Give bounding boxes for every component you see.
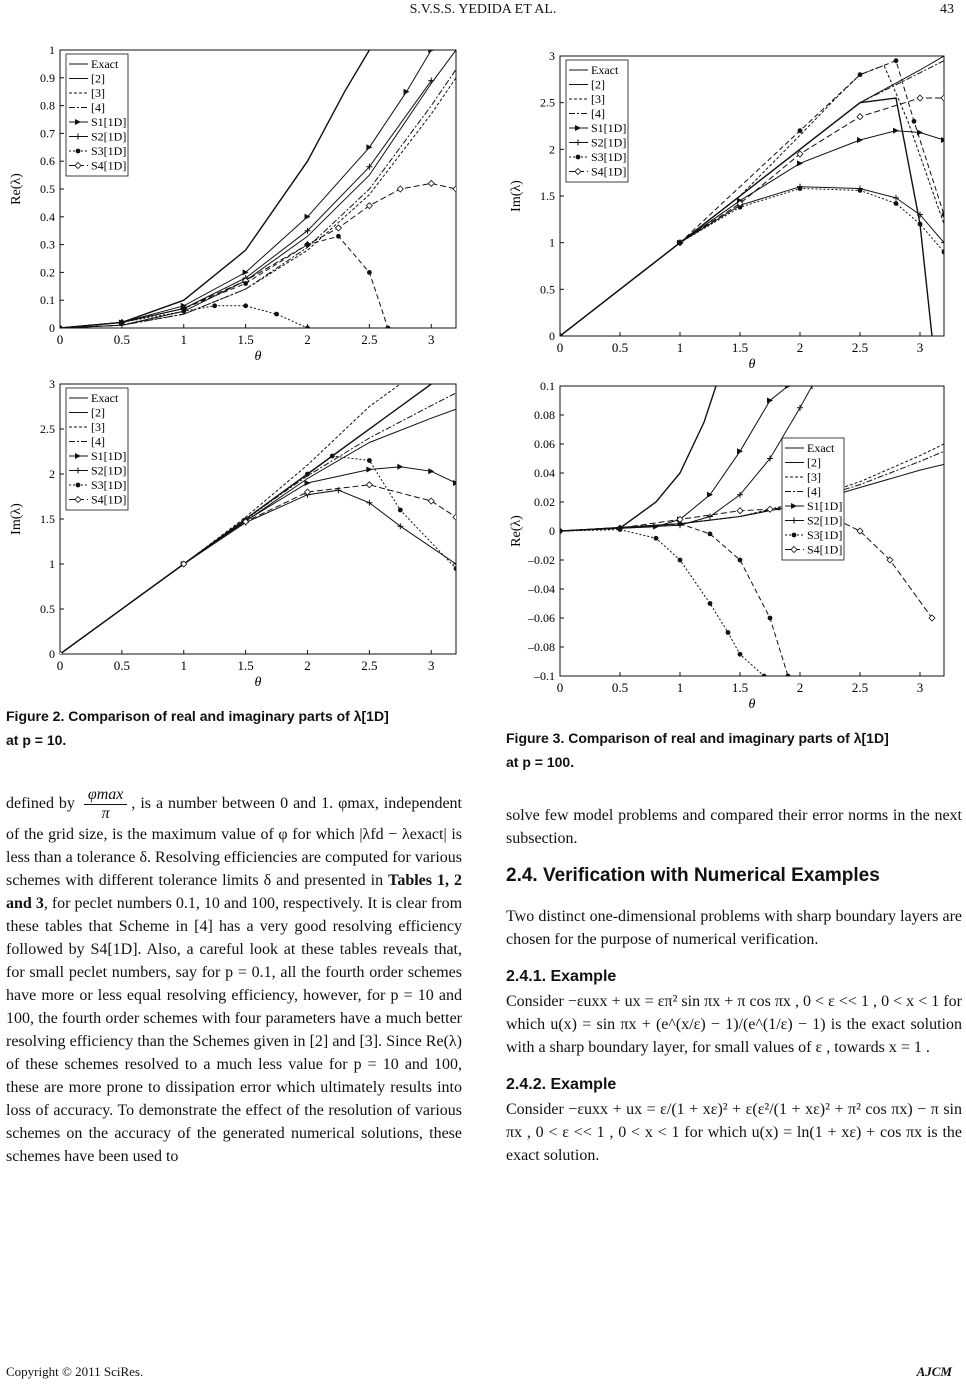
legend-label: [4]: [591, 106, 605, 121]
data-point: [58, 326, 63, 331]
y-tick-label: 1.5: [40, 512, 55, 526]
y-tick-label: 0.8: [40, 98, 55, 113]
section-heading-2-4-2: 2.4.2. Example: [506, 1076, 617, 1093]
data-point: [786, 674, 791, 679]
chart-fig2-re: [2, 38, 480, 368]
figure3-caption: [506, 726, 962, 774]
figure2-caption: [6, 704, 476, 752]
data-point: [336, 234, 341, 239]
y-tick-label: 0.5: [540, 282, 555, 297]
y-tick-label: 1: [549, 235, 555, 250]
legend: [566, 60, 628, 182]
y-tick-label: 0.5: [40, 182, 55, 196]
legend-label: [2]: [91, 71, 105, 86]
right-column: [506, 804, 962, 1177]
legend-label: Exact: [591, 63, 619, 77]
legend-label: S2[1D]: [91, 463, 127, 478]
example1-text: Consider −εuxx + ux = επ² sin πx + π cos πx , 0 < ε << 1 , 0 < x < 1 for which u(x) = sin πx + (e^(x/ε) − 1)/(e^(1/ε) − 1) is the exact solution with a sharp boundary layer, for small values of ε , towards x = 1 .: [506, 993, 962, 1056]
x-tick-label: 0: [556, 680, 564, 695]
page-number: 43: [940, 2, 954, 17]
legend-label: S3[1D]: [91, 144, 127, 158]
y-tick-label: 0: [49, 647, 55, 661]
data-point: [858, 188, 863, 193]
data-point: [119, 320, 124, 325]
legend: [782, 438, 844, 560]
y-tick-label: –0.06: [528, 611, 555, 625]
data-point: [367, 270, 372, 275]
data-point: [243, 303, 248, 308]
figure2-caption-line2: at p = 10.: [6, 732, 67, 748]
y-tick-label: 0.7: [40, 126, 55, 141]
example2-text: Consider −εuxx + ux = ε/(1 + xε)² + ε(ε²/(1 + xε)² + π² cos πx) − π sin πx , 0 < ε << 1 , 0 < x < 1 for which u(x) = ln(1 + xε) + cos πx is the exact solution.: [506, 1101, 963, 1164]
plot-area: [560, 386, 944, 676]
legend: [66, 54, 128, 176]
x-tick-label: 0.5: [611, 340, 629, 355]
data-point: [768, 616, 773, 621]
y-axis-label: Im(λ): [9, 503, 24, 535]
comparison-text: , for peclet numbers 0.1, 10 and 100, respectively. It is clear from these tables that Scheme in [4] has a very good resolving efficiency followed by S4[1D]. Also, a careful look at these tables reveals that, for small peclet numbers, say for p = 0.1, all the fourth order schemes have more or less equal resolving efficiency, however, for p = 10 and 100, the fourth order schemes with four parameters have a much better resolving efficiency than the Schemes given in [2] and [3]. Since Re(λ) of these schemes resolved to a much less value for p = 10 and 100, these are more prone to dissipation error which ultimately results into loss of accuracy. To demonstrate the effect of the resolution of various schemes on the accuracy of the generated numerical solutions, these schemes have been used to: [6, 895, 463, 1165]
x-tick-label: 2.5: [361, 658, 378, 673]
legend-label: [3]: [91, 420, 105, 434]
x-tick-label: 1.5: [237, 658, 254, 673]
legend-label: [3]: [591, 92, 605, 106]
y-tick-label: 1.5: [540, 189, 555, 203]
x-tick-label: 2.5: [361, 332, 378, 347]
legend-label: S1[1D]: [807, 499, 843, 513]
data-point: [918, 222, 923, 227]
copyright-footer: Copyright © 2011 SciRes.: [6, 1364, 144, 1379]
x-axis-label: θ: [254, 349, 262, 364]
legend-label: [2]: [91, 405, 105, 420]
x-tick-label: 2: [796, 680, 804, 695]
y-tick-label: 1: [49, 43, 55, 57]
x-tick-label: 0.5: [113, 332, 130, 347]
y-tick-label: –0.04: [528, 582, 555, 596]
resolving-efficiency-text: , is a number between 0 and 1. φmax, independent of the grid size, is the maximum value of φ for which |λfd − λexact| is less than a tolerance δ. Resolving efficiencies are computed for various schemes with different tolerance limits δ and presented in: [6, 795, 463, 889]
legend: [66, 388, 128, 510]
legend-label: S3[1D]: [591, 150, 627, 164]
x-tick-label: 1: [180, 658, 187, 673]
legend-label: [3]: [807, 470, 821, 484]
legend-label: [3]: [91, 86, 105, 100]
data-point: [894, 201, 899, 206]
data-point: [798, 186, 803, 191]
y-tick-label: –0.08: [528, 640, 555, 654]
y-tick-label: 0.9: [40, 70, 55, 85]
x-tick-label: 1: [676, 340, 684, 355]
data-point: [305, 472, 310, 477]
x-tick-label: 0.5: [113, 658, 130, 673]
y-axis-label: Im(λ): [509, 180, 524, 212]
x-tick-label: 0: [56, 658, 64, 673]
legend-label: [2]: [591, 77, 605, 92]
y-tick-label: 0.06: [534, 437, 555, 451]
data-point: [708, 532, 713, 537]
data-point: [678, 558, 683, 563]
data-point: [678, 240, 683, 245]
data-point: [398, 508, 403, 513]
chart-fig2-im: [2, 372, 480, 690]
section-heading-2-4-1: 2.4.1. Example: [506, 968, 617, 985]
x-tick-label: 1: [676, 680, 684, 695]
legend-label: S3[1D]: [91, 478, 127, 492]
y-tick-label: 0: [49, 321, 55, 335]
legend-label: [4]: [807, 484, 821, 499]
right-paragraph-2: Two distinct one-dimensional problems with sharp boundary layers are chosen for the purpose of numerical verification.: [506, 908, 962, 948]
y-tick-label: 2: [49, 467, 55, 481]
x-tick-label: 0: [556, 340, 564, 355]
x-axis-label: θ: [748, 697, 756, 712]
left-column: [6, 786, 462, 1178]
y-tick-label: 0: [549, 329, 555, 343]
x-tick-label: 2.5: [851, 340, 869, 355]
legend-label: S1[1D]: [591, 121, 627, 135]
journal-footer: AJCM: [916, 1364, 952, 1379]
y-axis-label: Re(λ): [9, 173, 24, 205]
data-point: [798, 128, 803, 133]
chart-fig3-re: [500, 378, 964, 712]
y-axis-label: Re(λ): [509, 515, 524, 547]
x-axis-label: θ: [748, 357, 756, 372]
x-tick-label: 3: [916, 680, 924, 695]
chart-fig3-im: [500, 38, 964, 374]
y-tick-label: 0.6: [40, 154, 55, 169]
legend-label: [2]: [807, 455, 821, 470]
data-point: [367, 458, 372, 463]
y-tick-label: –0.02: [528, 553, 555, 567]
legend-label: S2[1D]: [807, 513, 843, 528]
legend-label: S4[1D]: [91, 158, 127, 173]
fraction-denominator: π: [101, 805, 110, 822]
y-tick-label: 0.1: [40, 293, 55, 308]
x-tick-label: 0.5: [611, 680, 629, 695]
data-point: [738, 558, 743, 563]
data-point: [726, 630, 731, 635]
legend-label: [4]: [91, 434, 105, 449]
data-point: [678, 521, 683, 526]
y-tick-label: 0.2: [40, 265, 55, 280]
section-heading-2-4: 2.4. Verification with Numerical Examples: [506, 865, 880, 886]
legend-label: [4]: [91, 100, 105, 115]
legend-marker: [76, 149, 81, 154]
y-tick-label: 0.5: [40, 602, 55, 616]
legend-label: S1[1D]: [91, 449, 127, 463]
data-point: [305, 326, 310, 331]
y-tick-label: 0: [549, 524, 555, 538]
y-tick-label: 0.08: [534, 408, 555, 422]
legend-label: S4[1D]: [807, 542, 843, 557]
legend-marker: [792, 533, 797, 538]
legend-marker: [76, 483, 81, 488]
y-tick-label: 0.1: [540, 379, 555, 393]
y-tick-label: 1: [49, 557, 55, 571]
y-tick-label: 0.04: [534, 466, 555, 480]
data-point: [386, 326, 391, 331]
running-head: S.V.S.S. YEDIDA ET AL.: [409, 2, 557, 17]
x-tick-label: 3: [916, 340, 924, 355]
x-tick-label: 1.5: [237, 332, 254, 347]
data-point: [454, 566, 459, 571]
defined-by-text: defined by: [6, 795, 75, 813]
figure3-caption-line2: at p = 100.: [506, 754, 575, 770]
data-point: [558, 529, 563, 534]
x-tick-label: 2: [304, 658, 311, 673]
legend-label: S4[1D]: [591, 164, 627, 179]
data-point: [942, 212, 947, 217]
right-paragraph-1: solve few model problems and compared their error norms in the next subsection.: [506, 807, 962, 847]
left-paragraph: [6, 786, 462, 1168]
figure2-caption-line1: Figure 2. Comparison of real and imaginary parts of λ[1D]: [6, 708, 389, 724]
x-tick-label: 3: [428, 332, 435, 347]
data-point: [654, 536, 659, 541]
data-point: [858, 72, 863, 77]
data-point: [305, 242, 310, 247]
y-tick-label: 3: [549, 49, 555, 63]
legend-label: Exact: [807, 441, 835, 455]
x-tick-label: 1.5: [731, 680, 749, 695]
y-tick-label: 0.3: [40, 237, 55, 252]
y-tick-label: 0.4: [40, 209, 55, 224]
y-tick-label: 3: [49, 377, 55, 391]
data-point: [243, 281, 248, 286]
y-tick-label: 2.5: [540, 95, 555, 110]
legend-label: S3[1D]: [807, 528, 843, 542]
phi-max-fraction: [84, 786, 128, 823]
data-point: [708, 601, 713, 606]
legend-label: S1[1D]: [91, 115, 127, 129]
data-point: [212, 303, 217, 308]
legend-label: Exact: [91, 391, 119, 405]
y-tick-label: –0.1: [534, 669, 555, 683]
data-point: [330, 454, 335, 459]
x-tick-label: 0: [56, 332, 64, 347]
x-tick-label: 1: [180, 332, 187, 347]
legend-marker: [576, 155, 581, 160]
x-tick-label: 3: [428, 658, 435, 673]
data-point: [274, 312, 279, 317]
data-point: [894, 58, 899, 63]
y-tick-label: 2.5: [40, 422, 55, 436]
data-point: [618, 526, 623, 531]
x-axis-label: θ: [254, 675, 262, 690]
data-point: [762, 674, 767, 679]
x-tick-label: 2: [304, 332, 311, 347]
legend-label: S2[1D]: [591, 135, 627, 150]
data-point: [912, 119, 917, 124]
legend-label: Exact: [91, 57, 119, 71]
y-tick-label: 0.02: [534, 495, 555, 509]
data-point: [942, 250, 947, 255]
x-tick-label: 1.5: [731, 340, 749, 355]
data-point: [738, 652, 743, 657]
legend-label: S4[1D]: [91, 492, 127, 507]
x-tick-label: 2.5: [851, 680, 869, 695]
data-point: [181, 306, 186, 311]
legend-label: S2[1D]: [91, 129, 127, 144]
fraction-numerator: φmax: [84, 786, 128, 805]
y-tick-label: 2: [549, 142, 555, 157]
data-point: [558, 334, 563, 339]
tables-reference: Tables 1, 2 and 3: [6, 872, 463, 912]
figure3-caption-line1: Figure 3. Comparison of real and imaginary parts of λ[1D]: [506, 730, 889, 746]
x-tick-label: 2: [796, 340, 804, 355]
